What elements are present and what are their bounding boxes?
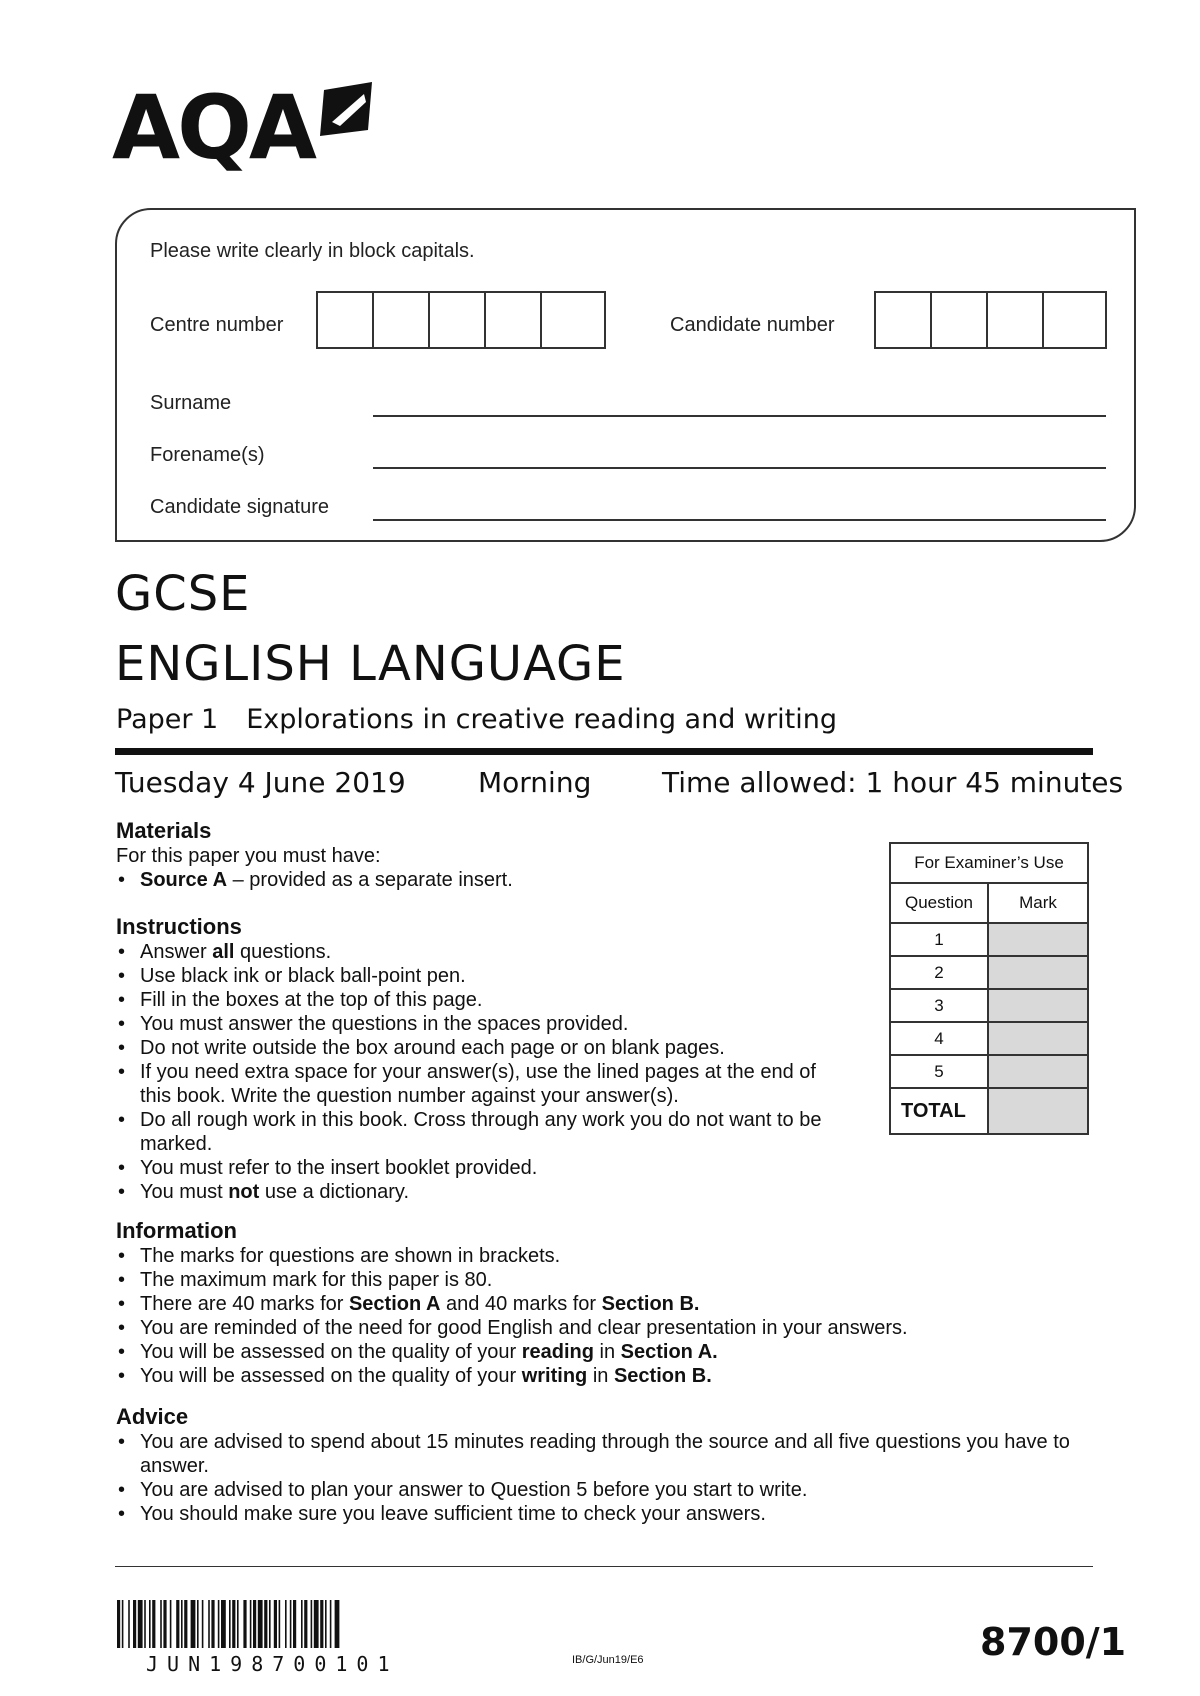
table-row [890,956,1088,989]
forenames-label: Forename(s) [150,444,265,466]
centre-digit-box[interactable] [374,293,430,347]
materials-heading: Materials [116,818,212,843]
advice-item: • You are advised to plan your answer to Question 5 before you start to write. [116,1478,1116,1502]
question-number: 4 [890,1022,988,1055]
exam-date: Tuesday 4 June 2019 [115,766,406,799]
information-item: • The marks for questions are shown in brackets. [116,1244,1116,1268]
question-number: 2 [890,956,988,989]
information-item: • The maximum mark for this paper is 80. [116,1268,1116,1292]
paper-number: Paper 1 [116,704,219,735]
mark-cell [988,989,1088,1022]
candidate-details-box [115,208,1136,542]
signature-line[interactable] [373,519,1106,521]
title-divider [115,748,1093,755]
block-capitals-instruction: Please write clearly in block capitals. [150,240,475,262]
materials-item: • Source A – provided as a separate insert. [116,868,876,892]
instruction-item: • You must refer to the insert booklet provided. [116,1156,876,1180]
information-heading: Information [116,1218,237,1243]
subject-title: ENGLISH LANGUAGE [115,636,626,692]
footer-divider [115,1566,1093,1567]
candidate-digit-box[interactable] [932,293,988,347]
mark-cell [988,956,1088,989]
paper-reference: IB/G/Jun19/E6 [572,1654,644,1666]
examiner-use-table [889,842,1089,1135]
candidate-number-field[interactable] [874,291,1107,349]
mark-cell [988,1055,1088,1088]
information-item: • You will be assessed on the quality of your reading in Section A. [116,1340,1116,1364]
centre-digit-box[interactable] [486,293,542,347]
surname-line[interactable] [373,415,1106,417]
question-number: 3 [890,989,988,1022]
information-item: • There are 40 marks for Section A and 40 marks for Section B. [116,1292,1116,1316]
logo-text: AQA [112,76,315,179]
information-item: • You are reminded of the need for good English and clear presentation in your answers. [116,1316,1116,1340]
centre-number-field[interactable] [316,291,606,349]
advice-item: • You are advised to spend about 15 minutes reading through the source and all five questions you have to answer. [116,1430,1090,1478]
table-row [890,989,1088,1022]
examiner-table-title: For Examiner’s Use [890,843,1088,883]
question-number: 1 [890,923,988,956]
table-row [890,1022,1088,1055]
question-column-header: Question [890,883,988,923]
mark-column-header: Mark [988,883,1088,923]
instructions-section [116,914,876,1204]
paper-name: Explorations in creative reading and writing [246,704,837,735]
candidate-number-label: Candidate number [670,314,835,336]
instruction-item: • Fill in the boxes at the top of this page. [116,988,876,1012]
paper-code: 8700/1 [980,1620,1127,1664]
mark-cell [988,923,1088,956]
total-label: TOTAL [890,1088,988,1134]
total-mark-cell [988,1088,1088,1134]
instruction-item: • Answer all questions. [116,940,876,964]
centre-number-label: Centre number [150,314,284,336]
centre-digit-box[interactable] [430,293,486,347]
advice-item: • You should make sure you leave sufficient time to check your answers. [116,1502,1116,1526]
paper-title [116,704,837,735]
information-item: • You will be assessed on the quality of your writing in Section B. [116,1364,1116,1388]
information-section [116,1218,1116,1388]
instruction-item: • If you need extra space for your answer(s), use the lined pages at the end of this book. Write the question number against your answer(s). [116,1060,840,1108]
candidate-digit-box[interactable] [1044,293,1105,347]
candidate-digit-box[interactable] [876,293,932,347]
time-allowed: Time allowed: 1 hour 45 minutes [662,766,1124,799]
centre-digit-box[interactable] [542,293,604,347]
mark-cell [988,1022,1088,1055]
candidate-digit-box[interactable] [988,293,1044,347]
instruction-item: • Use black ink or black ball-point pen. [116,964,876,988]
advice-section [116,1404,1116,1526]
instruction-item: • You must answer the questions in the spaces provided. [116,1012,876,1036]
forenames-line[interactable] [373,467,1106,469]
table-row [890,1055,1088,1088]
instruction-item: • Do all rough work in this book. Cross through any work you do not want to be marked. [116,1108,880,1156]
materials-intro: For this paper you must have: [116,845,381,867]
instruction-item: • You must not use a dictionary. [116,1180,876,1204]
signature-label: Candidate signature [150,496,330,518]
advice-heading: Advice [116,1404,189,1429]
logo-mark-icon [318,78,378,138]
instructions-heading: Instructions [116,914,242,939]
materials-section [116,818,876,892]
question-number: 5 [890,1055,988,1088]
barcode-icon [117,1600,495,1648]
exam-session: Morning [478,766,592,799]
table-row [890,1088,1088,1134]
barcode-text: JUN198700101 [146,1652,399,1676]
table-row [890,923,1088,956]
surname-label: Surname [150,392,232,414]
qualification-title: GCSE [115,566,251,622]
aqa-logo [112,76,315,179]
instruction-item: • Do not write outside the box around each page or on blank pages. [116,1036,876,1060]
centre-digit-box[interactable] [318,293,374,347]
